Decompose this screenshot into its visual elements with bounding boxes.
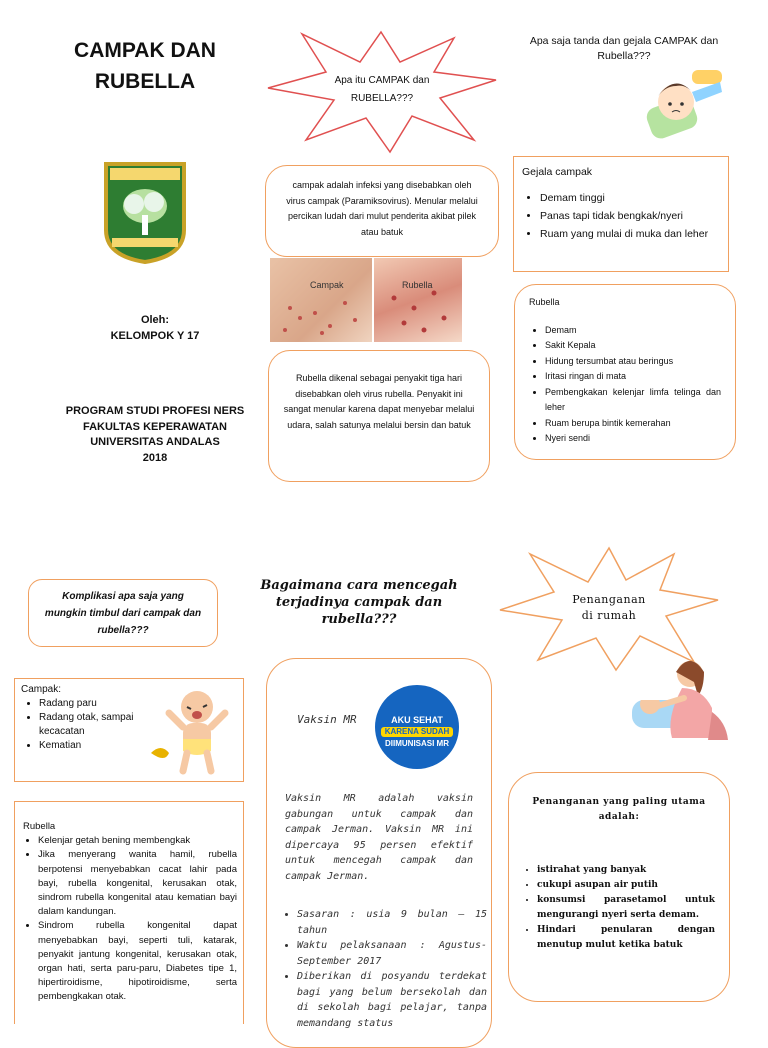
complications-question: Komplikasi apa saja yang mungkin timbul dari campak dan rubella??? [44, 591, 202, 636]
program-line2: FAKULTAS KEPERAWATAN [82, 420, 227, 433]
campak-complications-title: Campak: [21, 684, 62, 695]
vaccine-box [266, 658, 492, 1048]
list-item: • Kelenjar getah bening membengkak [38, 834, 237, 848]
list-item: • Iritasi ringan di mata [545, 369, 721, 385]
group-name: KELOMPOK Y 17 [110, 330, 200, 342]
prevention-title-line2: terjadinya campak dan [275, 595, 443, 610]
badge-line1: AKU SEHAT [391, 715, 443, 725]
crying-baby-illustration [147, 683, 237, 777]
by-label: Oleh: [140, 314, 170, 326]
what-is-question-line1: Apa itu CAMPAK dan [334, 75, 430, 86]
list-item: • Diberikan di posyandu terdekat bagi yang belum bersekolah dan di sekolah bagi pelajar, tanpa memandang status [297, 969, 487, 1031]
list-item: • Pembengkakan kelenjar limfa telinga dan leher [545, 385, 721, 416]
list-item: • konsumsi parasetamol untuk mengurangi nyeri serta demam. [537, 893, 715, 923]
campak-symptoms-box [513, 156, 729, 272]
list-item: • cukupi asupan air putih [537, 878, 715, 893]
rubella-symptoms-title: Rubella [529, 297, 560, 307]
list-item: • Radang paru [39, 697, 139, 711]
author-block [60, 312, 250, 344]
rubella-definition-text: Rubella dikenal sebagai penyakit tiga hari disebabkan oleh virus rubella. Penyakit ini sangat menular karena dapat menyebar melalui udara, salah satunya melalui bersin dan batuk [283, 373, 475, 430]
list-item: • istirahat yang banyak [537, 863, 715, 878]
home-care-box [508, 772, 730, 1002]
campak-complications-box [14, 678, 244, 782]
badge-line3: DIIMUNISASI MR [385, 739, 449, 748]
what-is-burst [262, 28, 500, 156]
sick-child-illustration [642, 62, 728, 142]
cover-title-line2: RUBELLA [94, 70, 196, 93]
list-item: • Radang otak, sampai kecacatan [39, 711, 139, 739]
cover-title-line1: CAMPAK DAN [74, 39, 216, 62]
university-logo [102, 160, 188, 264]
rubella-complications-box [14, 801, 244, 1024]
program-block [40, 404, 270, 466]
symptoms-question-line2: Rubella??? [597, 50, 651, 62]
list-item: • Waktu pelaksanaan : Agustus-September 2017 [297, 938, 487, 969]
rubella-definition-box [268, 350, 490, 482]
symptoms-question-line1: Apa saja tanda dan gejala CAMPAK dan [529, 35, 719, 47]
campak-symptoms-list [522, 189, 720, 243]
badge-line2: KARENA SUDAH [381, 727, 453, 737]
list-item: • Sasaran : usia 9 bulan – 15 tahun [297, 907, 487, 938]
program-year: 2018 [142, 451, 168, 464]
cover-title [50, 35, 240, 97]
complications-question-box [28, 579, 218, 647]
campak-complications-list [21, 697, 139, 753]
vaccine-description: Vaksin MR adalah vaksin gabungan untuk campak dan campak Jerman. Vaksin MR ini dipercaya 95 persen efektif untuk mencegah campak dan campak Jerman. [285, 793, 473, 882]
home-care-burst-line1: Penanganan [572, 593, 646, 606]
list-item: • Sakit Kepala [545, 338, 721, 354]
list-item: • Demam [545, 323, 721, 339]
mother-care-illustration [626, 652, 736, 744]
list-item: • Kematian [39, 739, 139, 753]
vaccine-label: Vaksin MR [297, 713, 357, 726]
prevention-title-line3: rubella??? [321, 612, 397, 627]
rubella-complications-list [23, 834, 237, 1004]
list-item: • Hindari penularan dengan menutup mulut ketika batuk [537, 923, 715, 953]
campak-definition-box [265, 165, 499, 257]
photo-label-rubella: Rubella [402, 280, 433, 290]
prevention-title-line1: Bagaimana cara mencegah [260, 578, 458, 593]
rubella-symptoms-list [529, 323, 721, 447]
symptoms-question [508, 34, 740, 64]
vaccine-details-list [285, 907, 487, 1031]
list-item: • Panas tapi tidak bengkak/nyeri [540, 207, 720, 225]
disease-photo-campak [270, 258, 372, 342]
program-line1: PROGRAM STUDI PROFESI NERS [65, 405, 245, 417]
rubella-complications-title: Rubella [23, 821, 56, 832]
list-item: • Nyeri sendi [545, 431, 721, 447]
photo-label-campak: Campak [310, 280, 344, 290]
what-is-question-line2: RUBELLA??? [350, 93, 414, 104]
prevention-title [255, 577, 463, 628]
rubella-symptoms-box [514, 284, 736, 460]
home-care-burst-line2: di rumah [581, 609, 637, 622]
list-item: • Sindrom rubella kongenital dapat menyebabkan bayi, seperti tuli, katarak, penyakit jantung kongenital, kerusakan otak, organ hati, serta paru-paru, Diabetes tipe 1, hipertiroidisme, hipotiroidisme, serta pembengkakan otak. [38, 919, 237, 1004]
campak-definition-text: campak adalah infeksi yang disebabkan oleh virus campak (Paramiksovirus). Menular melalui percikan ludah dari mulut penderita akibat pilek atau batuk [286, 180, 478, 237]
list-item: • Ruam yang mulai di muka dan leher [540, 225, 720, 243]
list-item: • Ruam berupa bintik kemerahan [545, 416, 721, 432]
home-care-list [523, 863, 715, 953]
list-item: • Hidung tersumbat atau beringus [545, 354, 721, 370]
disease-photo-rubella [374, 258, 462, 342]
immunization-badge [375, 685, 459, 769]
home-care-title-line2: adalah: [598, 812, 640, 822]
home-care-title-line1: Penanganan yang paling utama [532, 797, 706, 807]
list-item: • Jika menyerang wanita hamil, rubella berpotensi menyebabkan cacat lahir pada bayi, rubella kongenital, kerusakan otak, sindrom rubella kongenital atau kematian bayi dalam kandungan. [38, 848, 237, 919]
campak-symptoms-title: Gejala campak [522, 166, 593, 178]
program-line3: UNIVERSITAS ANDALAS [90, 436, 220, 448]
list-item: • Demam tinggi [540, 189, 720, 207]
